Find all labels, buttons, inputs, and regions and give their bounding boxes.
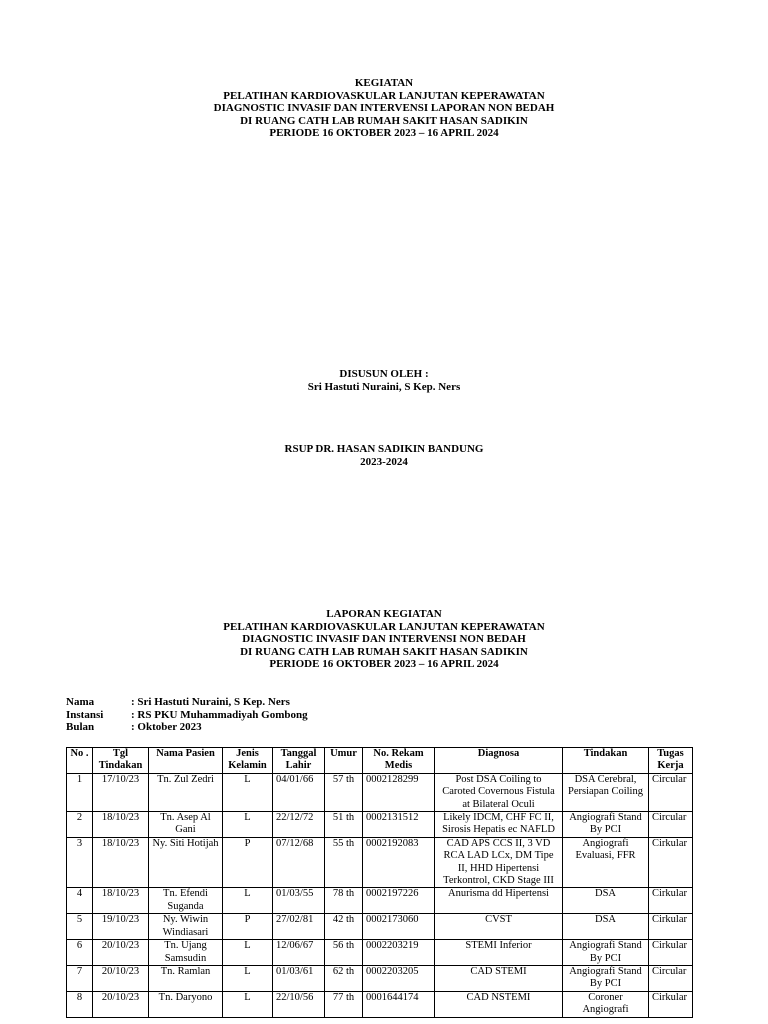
cell-diagnosa: CAD NSTEMI: [435, 991, 563, 1017]
cell-diagnosa: Anurisma dd Hipertensi: [435, 888, 563, 914]
cell-tindakan: DSA: [563, 888, 649, 914]
header-tugas-kerja: Tugas Kerja: [649, 748, 693, 774]
header-diagnosa: Diagnosa: [435, 748, 563, 774]
cell-tanggal-lahir: 01/03/55: [273, 888, 325, 914]
cell-tugas-kerja: Circular: [649, 773, 693, 811]
cover-title: [0, 77, 768, 140]
cell-no: 1: [67, 773, 93, 811]
cell-no-rekam-medis: 0002131512: [363, 812, 435, 838]
institution-block: [0, 443, 768, 468]
cell-tgl-tindakan: 18/10/23: [93, 812, 149, 838]
cover-title-line: KEGIATAN: [354, 77, 414, 89]
table-row: [67, 940, 693, 966]
cell-tindakan: Coroner Angiografi: [563, 991, 649, 1017]
cell-tgl-tindakan: 17/10/23: [93, 773, 149, 811]
cell-diagnosa: CAD APS CCS II, 3 VD RCA LAD LCx, DM Tipe II, HHD Hipertensi Terkontrol, CKD Stage III: [435, 837, 563, 888]
cell-nama-pasien: Tn. Daryono: [149, 991, 223, 1017]
cell-tindakan: DSA Cerebral, Persiapan Coiling: [563, 773, 649, 811]
cell-tgl-tindakan: 19/10/23: [93, 914, 149, 940]
table-header-row: [67, 748, 693, 774]
identity-label: Bulan: [66, 721, 95, 734]
cell-tindakan: Angiografi Evaluasi, FFR: [563, 837, 649, 888]
cell-jenis-kelamin: L: [223, 940, 273, 966]
cell-no: 2: [67, 812, 93, 838]
cell-no: 6: [67, 940, 93, 966]
identity-row-nama: [66, 696, 308, 709]
cell-jenis-kelamin: L: [223, 773, 273, 811]
cell-jenis-kelamin: L: [223, 812, 273, 838]
cell-nama-pasien: Tn. Ramlan: [149, 965, 223, 991]
table-row: [67, 773, 693, 811]
cell-no-rekam-medis: 0002203205: [363, 965, 435, 991]
table-row: [67, 888, 693, 914]
table-row: [67, 965, 693, 991]
cover-title-line: PELATIHAN KARDIOVASKULAR LANJUTAN KEPERAWATAN: [223, 89, 545, 102]
cell-nama-pasien: Ny. Siti Hotijah: [149, 837, 223, 888]
identity-value: : RS PKU Muhammadiyah Gombong: [131, 708, 308, 721]
cell-no-rekam-medis: 0001644174: [363, 991, 435, 1017]
identity-row-bulan: [66, 721, 308, 734]
cell-tugas-kerja: Cirkular: [649, 914, 693, 940]
cell-umur: 56 th: [325, 940, 363, 966]
cover-title-line: PERIODE 16 OKTOBER 2023 – 16 APRIL 2024: [269, 127, 499, 140]
table-row: [67, 991, 693, 1017]
cell-tugas-kerja: Cirkular: [649, 940, 693, 966]
cell-nama-pasien: Ny. Wiwin Windiasari: [149, 914, 223, 940]
cell-nama-pasien: Tn. Efendi Suganda: [149, 888, 223, 914]
cell-no: 8: [67, 991, 93, 1017]
cell-umur: 42 th: [325, 914, 363, 940]
cell-tanggal-lahir: 12/06/67: [273, 940, 325, 966]
table-row: [67, 914, 693, 940]
cell-tugas-kerja: Circular: [649, 965, 693, 991]
identity-block: [66, 696, 308, 734]
header-tanggal-lahir: Tanggal Lahir: [273, 748, 325, 774]
cell-no: 7: [67, 965, 93, 991]
cell-tindakan: DSA: [563, 914, 649, 940]
report-title-line: PERIODE 16 OKTOBER 2023 – 16 APRIL 2024: [269, 658, 499, 671]
cell-no-rekam-medis: 0002173060: [363, 914, 435, 940]
cell-umur: 51 th: [325, 812, 363, 838]
cell-tgl-tindakan: 18/10/23: [93, 888, 149, 914]
cell-jenis-kelamin: P: [223, 914, 273, 940]
institution-years: 2023-2024: [360, 455, 408, 468]
identity-value: : Sri Hastuti Nuraini, S Kep. Ners: [131, 696, 290, 708]
cell-tugas-kerja: Cirkular: [649, 837, 693, 888]
cell-no-rekam-medis: 0002203219: [363, 940, 435, 966]
cell-jenis-kelamin: L: [223, 888, 273, 914]
report-title: [0, 608, 768, 671]
cell-no: 4: [67, 888, 93, 914]
prepared-by-label: DISUSUN OLEH :: [339, 368, 429, 380]
cell-umur: 78 th: [325, 888, 363, 914]
cell-diagnosa: Likely IDCM, CHF FC II, Sirosis Hepatis ec NAFLD: [435, 812, 563, 838]
cell-no-rekam-medis: 0002192083: [363, 837, 435, 888]
cell-tanggal-lahir: 22/10/56: [273, 991, 325, 1017]
cell-nama-pasien: Tn. Zul Zedri: [149, 773, 223, 811]
identity-row-instansi: [66, 709, 308, 722]
cell-tugas-kerja: Circular: [649, 812, 693, 838]
header-no: No .: [67, 748, 93, 774]
cell-diagnosa: Post DSA Coiling to Caroted Covernous Fistula at Bilateral Oculi: [435, 773, 563, 811]
header-tindakan: Tindakan: [563, 748, 649, 774]
identity-label: Instansi: [66, 708, 104, 721]
cell-jenis-kelamin: L: [223, 965, 273, 991]
identity-value: : Oktober 2023: [131, 721, 202, 734]
identity-label: Nama: [66, 696, 95, 708]
cover-title-line: DI RUANG CATH LAB RUMAH SAKIT HASAN SADIKIN: [240, 114, 528, 127]
author-block: [0, 368, 768, 393]
cell-diagnosa: STEMI Inferior: [435, 940, 563, 966]
cell-no-rekam-medis: 0002128299: [363, 773, 435, 811]
cell-nama-pasien: Tn. Asep Al Gani: [149, 812, 223, 838]
report-title-line: PELATIHAN KARDIOVASKULAR LANJUTAN KEPERAWATAN: [223, 620, 545, 633]
header-tgl-tindakan: Tgl Tindakan: [93, 748, 149, 774]
header-nama-pasien: Nama Pasien: [149, 748, 223, 774]
header-no-rekam-medis: No. Rekam Medis: [363, 748, 435, 774]
report-title-line: DI RUANG CATH LAB RUMAH SAKIT HASAN SADIKIN: [240, 645, 528, 658]
cell-jenis-kelamin: L: [223, 991, 273, 1017]
cell-tanggal-lahir: 27/02/81: [273, 914, 325, 940]
institution-name: RSUP DR. HASAN SADIKIN BANDUNG: [284, 443, 484, 455]
cell-diagnosa: CAD STEMI: [435, 965, 563, 991]
cell-tgl-tindakan: 20/10/23: [93, 965, 149, 991]
cell-no: 3: [67, 837, 93, 888]
report-title-line: DIAGNOSTIC INVASIF DAN INTERVENSI NON BEDAH: [242, 633, 526, 646]
cell-tugas-kerja: Cirkular: [649, 991, 693, 1017]
cell-umur: 77 th: [325, 991, 363, 1017]
header-umur: Umur: [325, 748, 363, 774]
cell-no-rekam-medis: 0002197226: [363, 888, 435, 914]
cover-title-line: DIAGNOSTIC INVASIF DAN INTERVENSI LAPORAN NON BEDAH: [213, 102, 555, 115]
header-jenis-kelamin: Jenis Kelamin: [223, 748, 273, 774]
table-row: [67, 812, 693, 838]
cell-tindakan: Angiografi Stand By PCI: [563, 812, 649, 838]
cell-tugas-kerja: Cirkular: [649, 888, 693, 914]
patient-table: [66, 747, 693, 1018]
cell-no: 5: [67, 914, 93, 940]
cell-umur: 55 th: [325, 837, 363, 888]
cell-umur: 62 th: [325, 965, 363, 991]
cell-tindakan: Angiografi Stand By PCI: [563, 940, 649, 966]
author-name: Sri Hastuti Nuraini, S Kep. Ners: [307, 380, 461, 393]
cell-jenis-kelamin: P: [223, 837, 273, 888]
cell-tgl-tindakan: 18/10/23: [93, 837, 149, 888]
report-title-line: LAPORAN KEGIATAN: [326, 608, 442, 620]
cell-tgl-tindakan: 20/10/23: [93, 940, 149, 966]
table-row: [67, 837, 693, 888]
cell-diagnosa: CVST: [435, 914, 563, 940]
cell-nama-pasien: Tn. Ujang Samsudin: [149, 940, 223, 966]
cell-tanggal-lahir: 22/12/72: [273, 812, 325, 838]
cell-tgl-tindakan: 20/10/23: [93, 991, 149, 1017]
cell-tanggal-lahir: 04/01/66: [273, 773, 325, 811]
cell-tindakan: Angiografi Stand By PCI: [563, 965, 649, 991]
cell-tanggal-lahir: 01/03/61: [273, 965, 325, 991]
cell-tanggal-lahir: 07/12/68: [273, 837, 325, 888]
cell-umur: 57 th: [325, 773, 363, 811]
